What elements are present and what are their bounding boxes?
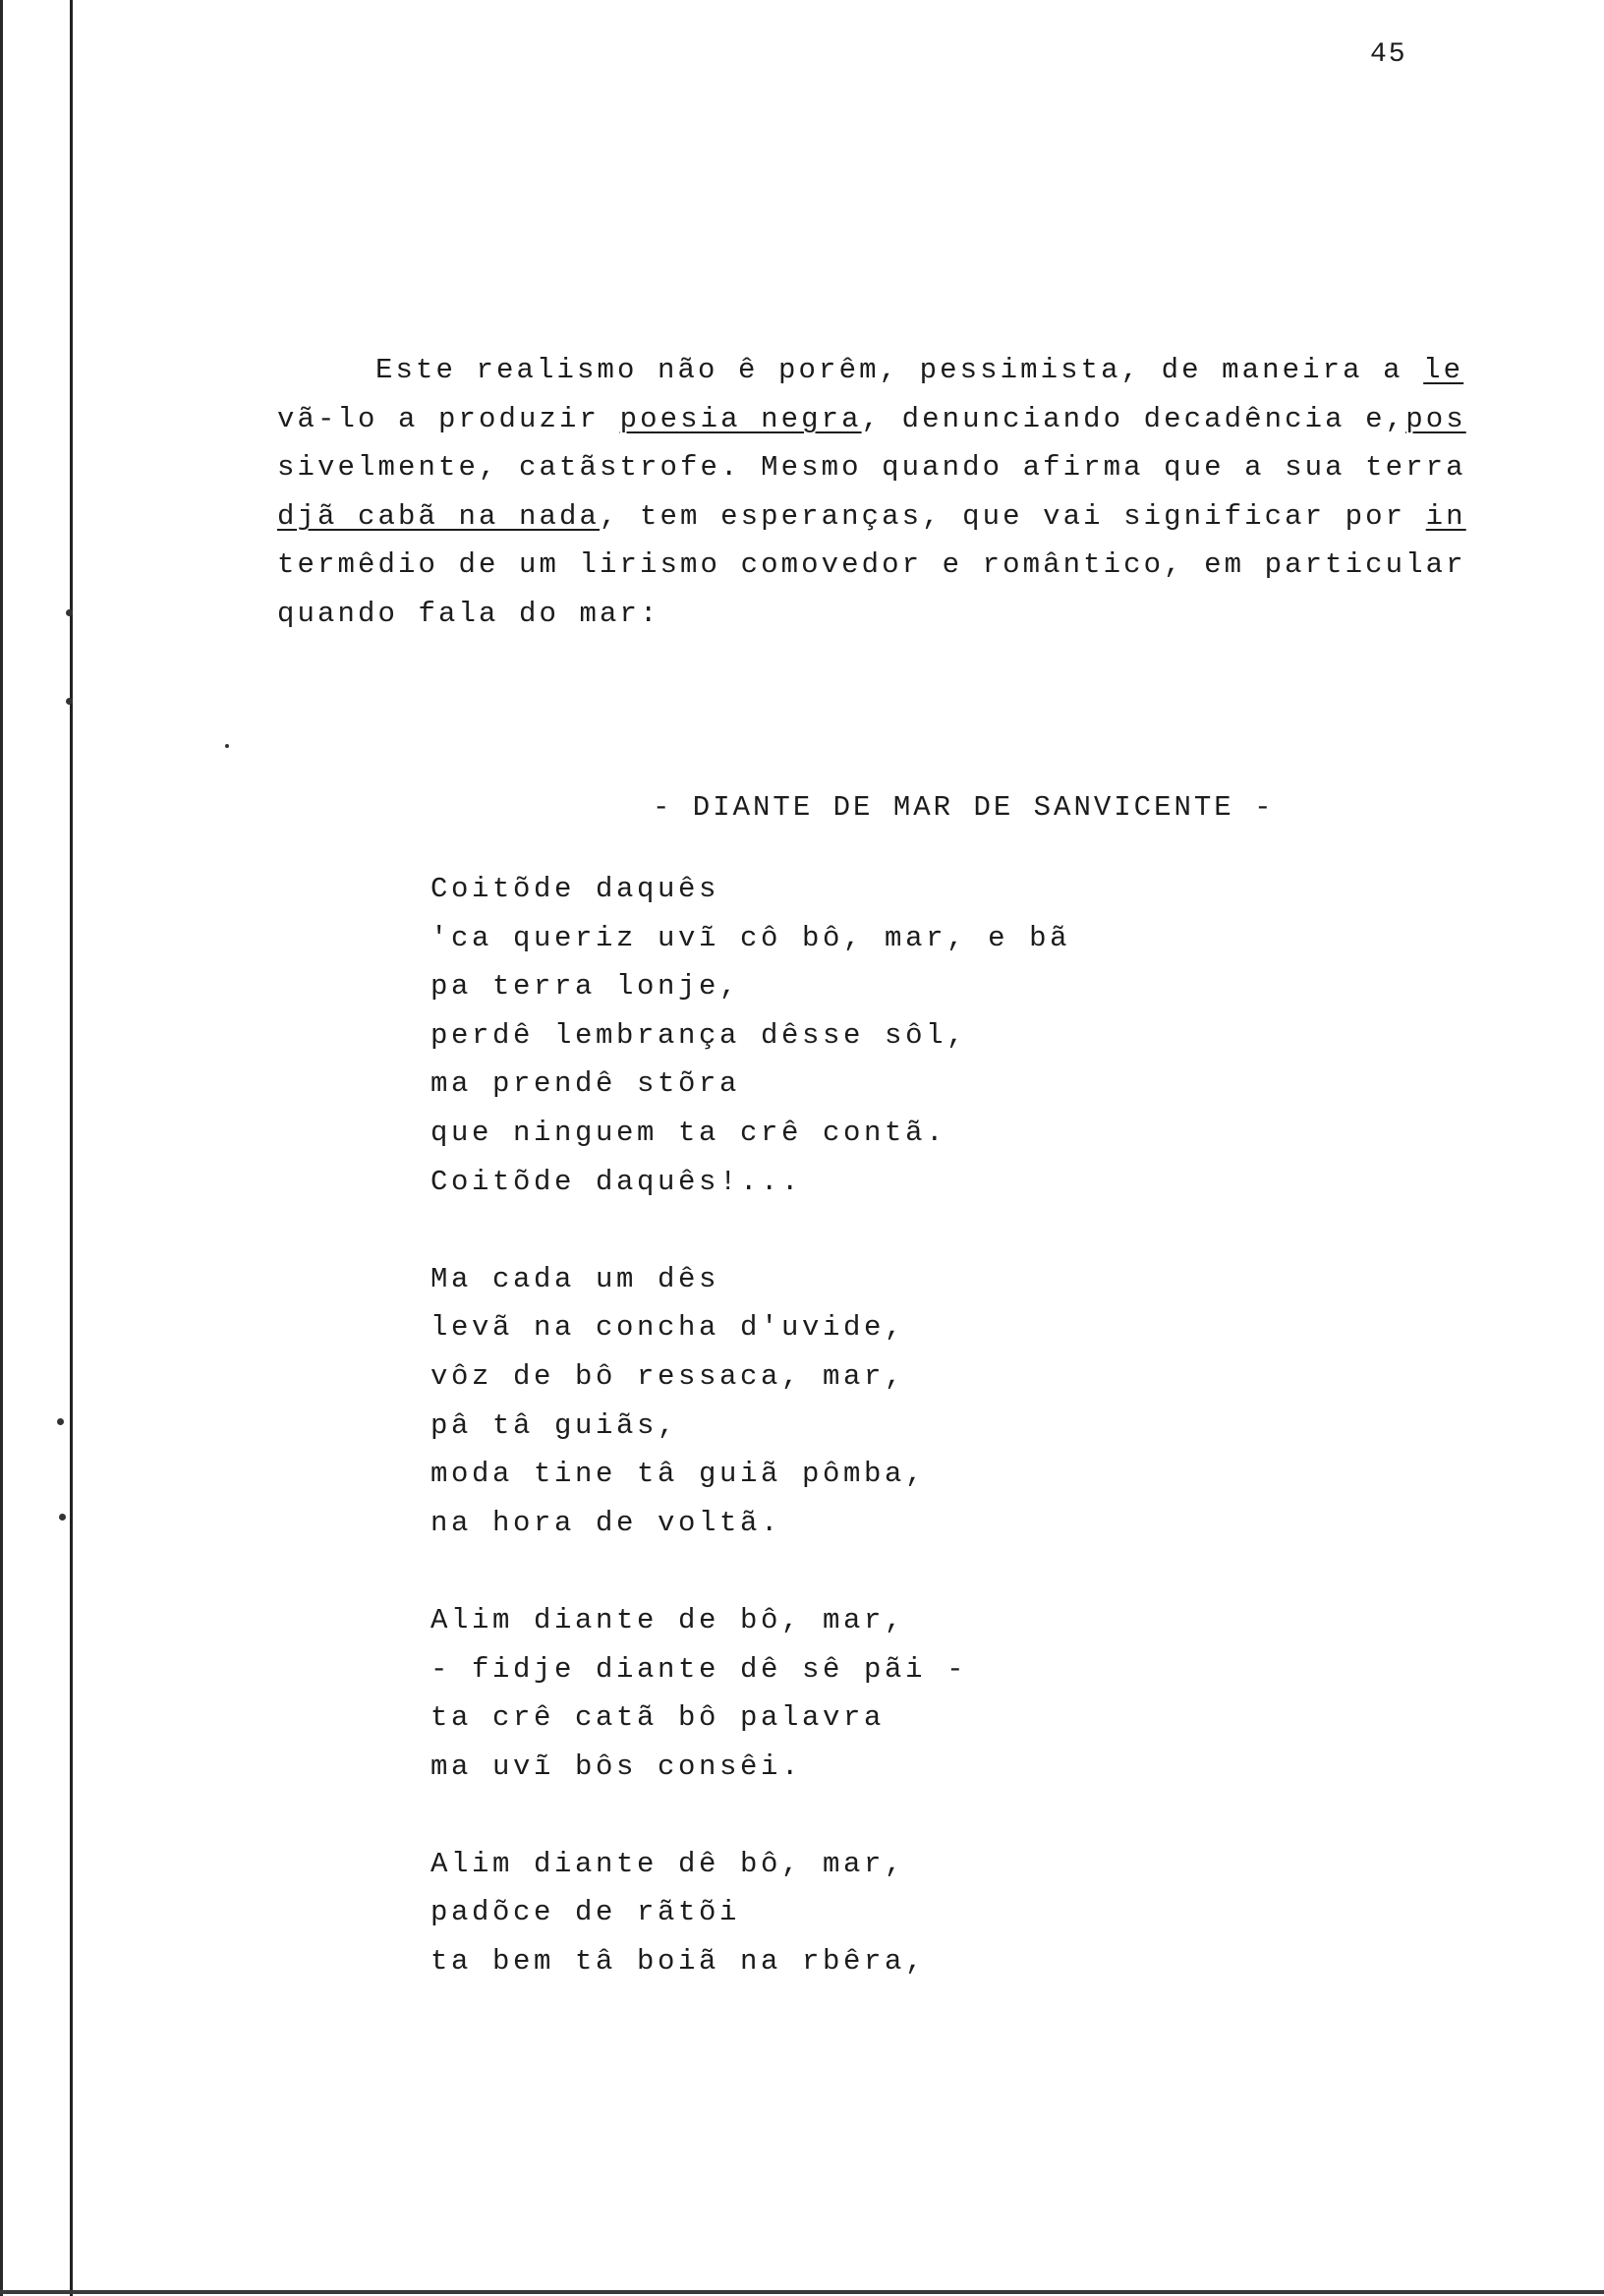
prose-text: , tem esperanças, que vai significar por bbox=[600, 499, 1426, 533]
underlined-text: djã cabã na nada bbox=[277, 499, 601, 533]
poem-stanza bbox=[430, 1840, 1070, 1986]
prose-line bbox=[277, 541, 1466, 590]
binding-mark bbox=[66, 698, 73, 705]
poem-verse: pâ tâ guiãs, bbox=[430, 1408, 679, 1442]
prose-line bbox=[277, 443, 1466, 492]
prose-line bbox=[277, 590, 1437, 639]
poem-verse: - fidje diante dê sê pãi - bbox=[430, 1652, 968, 1686]
bottom-rule bbox=[0, 2290, 1604, 2294]
poem-stanza bbox=[430, 1255, 1070, 1548]
prose-text: sivelmente, catãstrofe. Mesmo quando afirma que a sua terra bbox=[277, 451, 1466, 485]
poem-verse: pa terra lonje, bbox=[430, 970, 741, 1004]
poem-verse: na hora de voltã. bbox=[430, 1506, 782, 1539]
poem-verse: Coitõde daquês bbox=[430, 873, 720, 905]
poem-verse: Ma cada um dês bbox=[430, 1262, 720, 1295]
poem-stanza bbox=[430, 865, 1070, 1206]
poem-verse: ta crê catã bô palavra bbox=[430, 1701, 886, 1735]
poem-verse: vôz de bô ressaca, mar, bbox=[430, 1359, 906, 1393]
margin-rule bbox=[70, 0, 73, 2296]
poem-verse: ma uvĩ bôs consêi. bbox=[430, 1750, 803, 1783]
poem-verse: Coitõde daquês!... bbox=[430, 1165, 803, 1198]
poem-verse: 'ca queriz uvĩ cô bô, mar, e bã bbox=[430, 921, 1071, 954]
prose-line bbox=[277, 492, 1466, 542]
underlined-text: le bbox=[1423, 354, 1464, 386]
underlined-text: poesia negra bbox=[619, 402, 862, 435]
prose-text: vã-lo a produzir bbox=[277, 402, 620, 435]
prose-line bbox=[277, 346, 1464, 395]
poem bbox=[430, 865, 1070, 2035]
poem-stanza bbox=[430, 1596, 1070, 1791]
page-number: 45 bbox=[1370, 39, 1407, 70]
prose-paragraph bbox=[277, 346, 1466, 639]
poem-verse: perdê lembrança dêsse sôl, bbox=[430, 1018, 968, 1052]
poem-title: - DIANTE DE MAR DE SANVICENTE - bbox=[653, 791, 1275, 824]
prose-text: Este realismo não ê porêm, pessimista, de maneira a bbox=[375, 354, 1424, 386]
binding-mark bbox=[57, 1418, 64, 1425]
prose-text: , denunciando decadência e, bbox=[861, 402, 1406, 435]
underlined-text: in bbox=[1425, 499, 1466, 533]
poem-verse: levã na concha d'uvide, bbox=[430, 1311, 906, 1345]
prose-line bbox=[277, 395, 1466, 444]
underlined-text: pos bbox=[1405, 402, 1466, 435]
prose-text: quando fala do mar: bbox=[277, 597, 660, 630]
page-left-edge bbox=[0, 0, 3, 2296]
poem-verse: moda tine tâ guiã pômba, bbox=[430, 1458, 927, 1491]
poem-verse: Alim diante de bô, mar, bbox=[430, 1603, 906, 1636]
speck-mark bbox=[225, 744, 229, 748]
poem-verse: ma prendê stõra bbox=[430, 1067, 741, 1101]
poem-verse: padõce de rãtõi bbox=[430, 1896, 741, 1929]
binding-mark bbox=[66, 609, 73, 616]
poem-verse: que ninguem ta crê contã. bbox=[430, 1116, 947, 1149]
binding-mark bbox=[59, 1514, 66, 1521]
poem-verse: ta bem tâ boiã na rbêra, bbox=[430, 1945, 927, 1979]
poem-verse: Alim diante dê bô, mar, bbox=[430, 1847, 906, 1880]
prose-text: termêdio de um lirismo comovedor e romântico, em particular bbox=[277, 548, 1466, 582]
